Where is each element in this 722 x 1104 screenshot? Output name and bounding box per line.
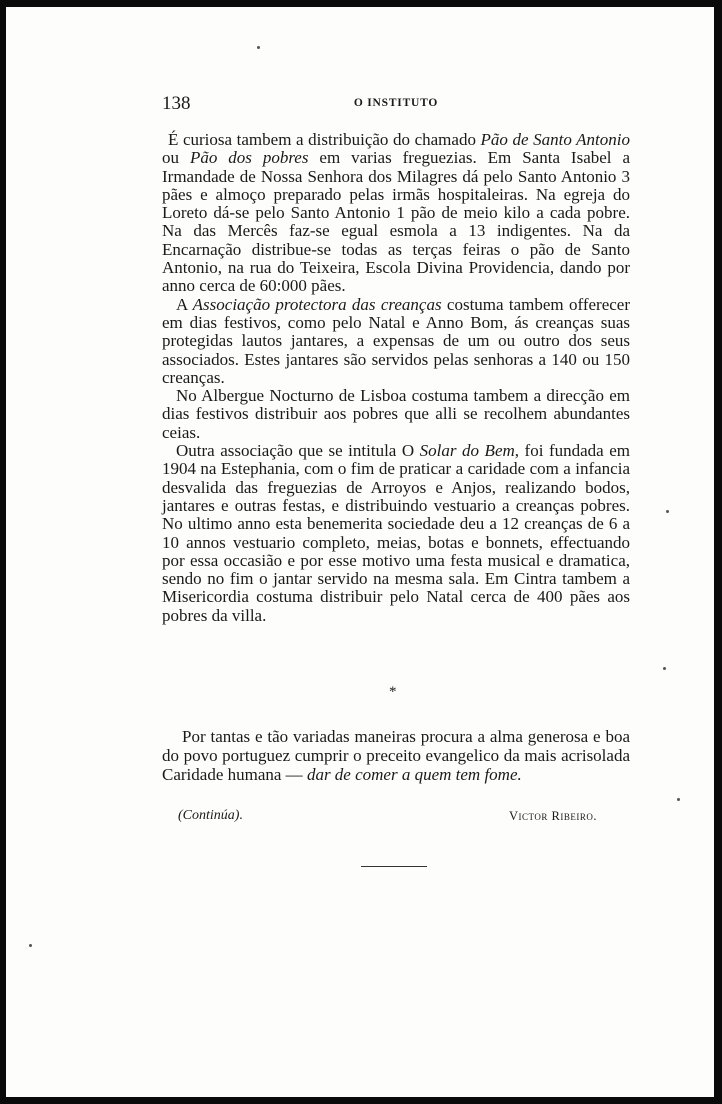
paragraph-text: É curiosa tambem a distribuição do chamado xyxy=(168,130,481,149)
signature-rest: ictor xyxy=(518,809,548,823)
paragraph-text: costuma tambem offerecer em dias festivos, como pelo Natal e Anno Bom, ás creanças suas protegidas lautos jantares, a expensas de um ou outro dos seus associados. Estes jantares são servidos pelas senhoras a 140 ou 150 creanças. xyxy=(162,294,630,387)
article-body xyxy=(162,131,630,625)
signature-rest: ibeiro. xyxy=(560,809,597,823)
paragraph-associacao-protectora xyxy=(162,296,630,387)
print-speck xyxy=(663,667,666,670)
author-signature xyxy=(509,809,597,824)
page-header xyxy=(162,93,630,117)
paragraph-text: , foi fundada em 1904 na Estephania, com o fim de praticar a caridade com a infancia desvalida das freguezias de Arroyos e Anjos, realizando bodos, jantares e outras festas, e distribuindo vestuario a creanças pobres. No ultimo anno esta benemerita sociedade deu a 12 creanças de 6 a 10 annos vestuario completo, meias, botas e bonnets, effectuando por essa occasião e por esse motivo uma festa musical e dramatica, sendo no fim o jantar servido na mesma sala. Em Cintra tambem a Misericordia costuma distribuir pelo Natal cerca de 400 pães aos pobres da villa. xyxy=(162,441,630,625)
page-number: 138 xyxy=(162,93,191,114)
paragraph-text: Por tantas e tão variadas maneiras procura a alma generosa e boa do povo portuguez cumprir o preceito evangelico da mais acrisolada Caridade humana — xyxy=(162,727,630,784)
print-speck xyxy=(257,46,260,49)
italic-term: Pão dos pobres xyxy=(189,148,309,168)
italic-term: Pão de Santo Antonio xyxy=(480,130,630,149)
paragraph-solar-do-bem xyxy=(162,442,630,625)
running-title: O INSTITUTO xyxy=(353,97,439,109)
print-speck xyxy=(666,510,669,513)
italic-term: Solar do Bem xyxy=(419,441,515,461)
closing-paragraph xyxy=(162,728,630,784)
paragraph-text: ou xyxy=(162,148,190,168)
signature-initial: R xyxy=(551,809,561,823)
paragraph-pao-de-santo-antonio xyxy=(162,131,630,296)
continua-note: (Continúa). xyxy=(178,808,243,823)
paragraph-text: A xyxy=(176,294,193,314)
signature-initial: V xyxy=(509,809,519,823)
closing-text xyxy=(162,728,630,784)
print-speck xyxy=(677,798,680,801)
end-rule xyxy=(361,866,427,867)
paragraph-text: Outra associação que se intitula O xyxy=(176,441,420,461)
paragraph-text: em varias freguezias. Em Santa Isabel a Irmandade de Nossa Senhora dos Milagres dá pelo Santo Antonio 3 pães e almoço preparado pelas irmãs hospitaleiras. Na egreja do Loreto dá-se pelo Santo Antonio 1 pão de meio kilo a cada pobre. Na das Mercês faz-se egual esmola a 13 indigentes. Na da Encarnação distribue-se todas as terças feiras o pão de Santo Antonio, na rua do Teixeira, Escola Divina Providencia, dando por anno cerca de 60:000 pães. xyxy=(162,148,630,296)
italic-term: Associação protectora das creanças xyxy=(192,294,442,314)
italic-quote: dar de comer a quem tem fome. xyxy=(306,764,522,784)
paragraph-albergue-nocturno: No Albergue Nocturno de Lisboa costuma tambem a direcção em dias festivos distribuir aos pobres que alli se recolhem abundantes ceias. xyxy=(162,386,630,442)
print-speck xyxy=(29,944,32,947)
section-separator: * xyxy=(389,684,397,700)
